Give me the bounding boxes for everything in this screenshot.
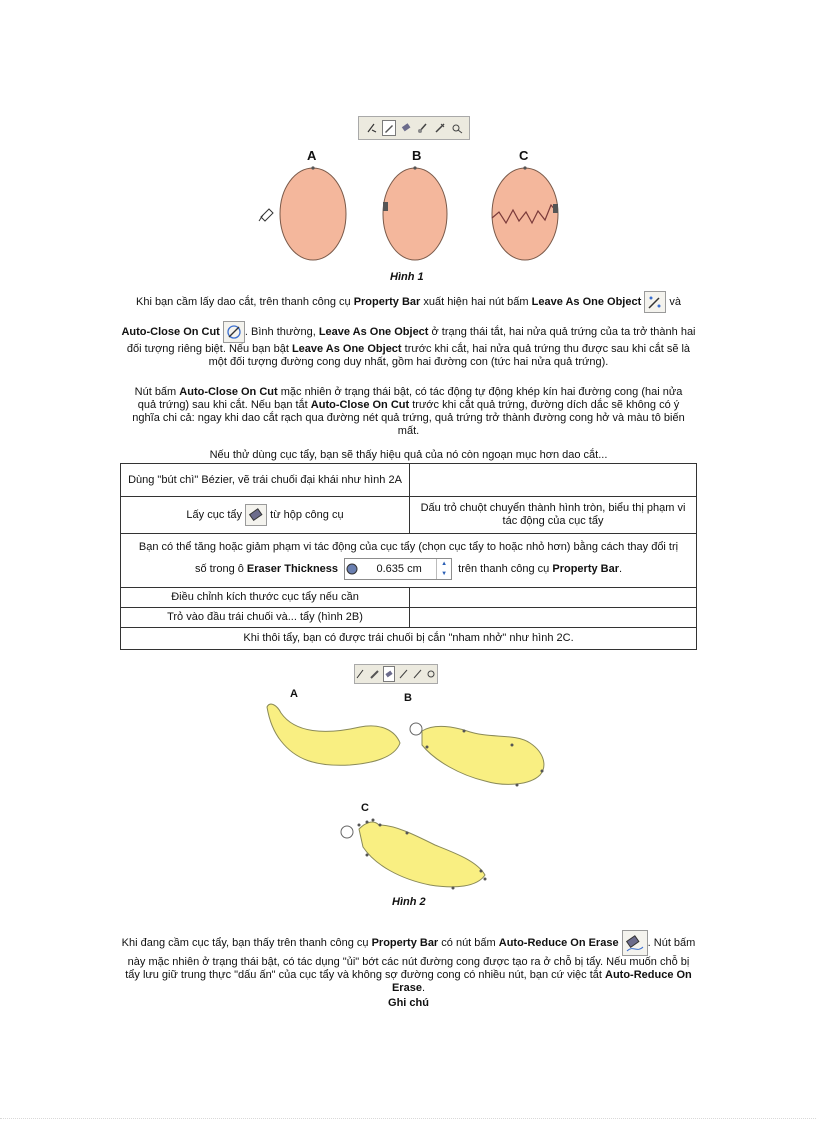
figure1-caption: Hình 1 [390,271,424,283]
toolbar-figure-2 [354,664,438,684]
table-cell [410,464,697,497]
paragraph-4: Khi đang cầm cục tẩy, bạn thấy trên thanh công cụ Property Bar có nút bấm Auto-Reduce On Erase . Nút bấm này mặc nhiên ở trạng thái bật, có tác dụng "ủi" bớt các nút đường cong được tạo ra ở chỗ bị tẩy. Nếu muốn chỗ bị tẩy lưu giữ trung thực "dấu ấn" của cục tẩy và không sợ đường cong có nhiều nút, bạn cứ việc tắt Auto-Reduce On Erase. [120,930,697,995]
figure2-label-b: B [404,692,412,704]
knife-tool-icon[interactable] [365,120,379,136]
figure1-label-b: B [412,148,422,163]
eraser-icon[interactable] [383,666,395,682]
table-row [121,534,697,588]
figure2-label-a: A [290,688,298,700]
steps-table [120,463,697,650]
banana-a [267,704,400,765]
figure2-bananas [255,695,565,895]
paragraph-3: Nếu thử dùng cục tẩy, bạn sẽ thấy hiệu quả của nó còn ngoạn mục hơn dao cắt... [209,449,608,461]
table-row [121,608,697,628]
table-cell: Dấu trỏ chuột chuyển thành hình tròn, biểu thị phạm vi tác động của cục tẩy [410,497,697,534]
table-cell: Bạn có thể tăng hoặc giảm phạm vi tác động của cục tẩy (chọn cục tẩy to hoặc nhỏ hơn) bằng cách thay đổi trị số trong ô Eraser Thickness 0.635 cm ▲ ▼ trên thanh công cụ Property Bar. [121,534,697,588]
eraser-thickness-value: 0.635 cm [376,562,422,575]
roughen-brush-icon[interactable] [412,666,423,682]
paragraph-1: Khi bạn cầm lấy dao cắt, trên thanh công cụ Property Bar xuất hiện hai nút bấm Leave As One Object và Auto-Close On Cut . Bình thường, Leave As One Object ở trạng thái tắt, hai nửa quả trứng của ta trở thành hai đối tượng riêng biệt. Nếu bạn bật Leave As One Object trước khi cắt, hai nửa quả trứng thu được sau khi cắt sẽ là một đối tượng đường cong duy nhất, gồm hai đường con (tức hai nửa quả trứng). [120,291,697,369]
knife-tool-icon[interactable] [355,666,366,682]
banana-c [341,819,487,890]
knife-pen-icon[interactable] [369,666,380,682]
table-cell: Dùng "bút chì" Bézier, vẽ trái chuối đại khái như hình 2A [121,464,410,497]
figure1-eggs [255,165,575,265]
table-cell [410,608,697,628]
table-cell: Khi thôi tẩy, bạn có được trái chuối bị cắn "nham nhở" như hình 2C. [121,628,697,650]
table-cell: Lấy cục tẩy từ hộp công cụ [121,497,410,534]
knife-pen-icon[interactable] [382,120,396,136]
eraser-thickness-field[interactable] [344,558,452,580]
eraser-tool-icon[interactable] [245,504,267,526]
free-transform-icon[interactable] [426,666,437,682]
free-transform-icon[interactable] [450,120,464,136]
table-cell [410,588,697,608]
table-row [121,464,697,497]
banana-b [410,723,544,787]
roughen-brush-icon[interactable] [433,120,447,136]
auto-reduce-on-erase-icon[interactable] [622,930,648,956]
egg-a [280,166,346,260]
paragraph-2: Nút bấm Auto-Close On Cut mặc nhiên ở trạng thái bật, có tác động tự động khép kín hai đường cong (hai nửa quả trứng) sau khi cắt. Nếu bạn tắt Auto-Close On Cut trước khi cắt quả trứng, đường dích dắc sẽ không có ý nghĩa chi cả: ngay khi dao cắt rạch qua đường nét quả trứng, quả trứng trở thành đường cong hở và màu tô biến mất. [132,386,685,437]
table-row [121,588,697,608]
table-cell: Điều chỉnh kích thước cục tẩy nếu cần [121,588,410,608]
egg-c [492,166,558,260]
knife-cursor-icon [259,209,273,221]
auto-close-on-cut-icon[interactable] [223,321,245,343]
thickness-icon [345,562,359,576]
table-row [121,497,697,534]
leave-as-one-object-icon[interactable] [644,291,666,313]
figure1-label-c: C [519,148,529,163]
figure1-label-a: A [307,148,317,163]
smudge-brush-icon[interactable] [416,120,430,136]
table-cell: Trỏ vào đầu trái chuối và... tẩy (hình 2B) [121,608,410,628]
egg-b [383,166,447,260]
thickness-spinner[interactable]: ▲ ▼ [436,559,451,579]
figure2-label-c: C [361,802,369,814]
eraser-icon[interactable] [399,120,413,136]
table-row [121,628,697,650]
page-bottom-divider [0,1118,816,1119]
ghi-chu-heading: Ghi chú [388,997,429,1009]
smudge-brush-icon[interactable] [398,666,409,682]
toolbar-figure-1 [358,116,470,140]
figure2-caption: Hình 2 [392,896,426,908]
